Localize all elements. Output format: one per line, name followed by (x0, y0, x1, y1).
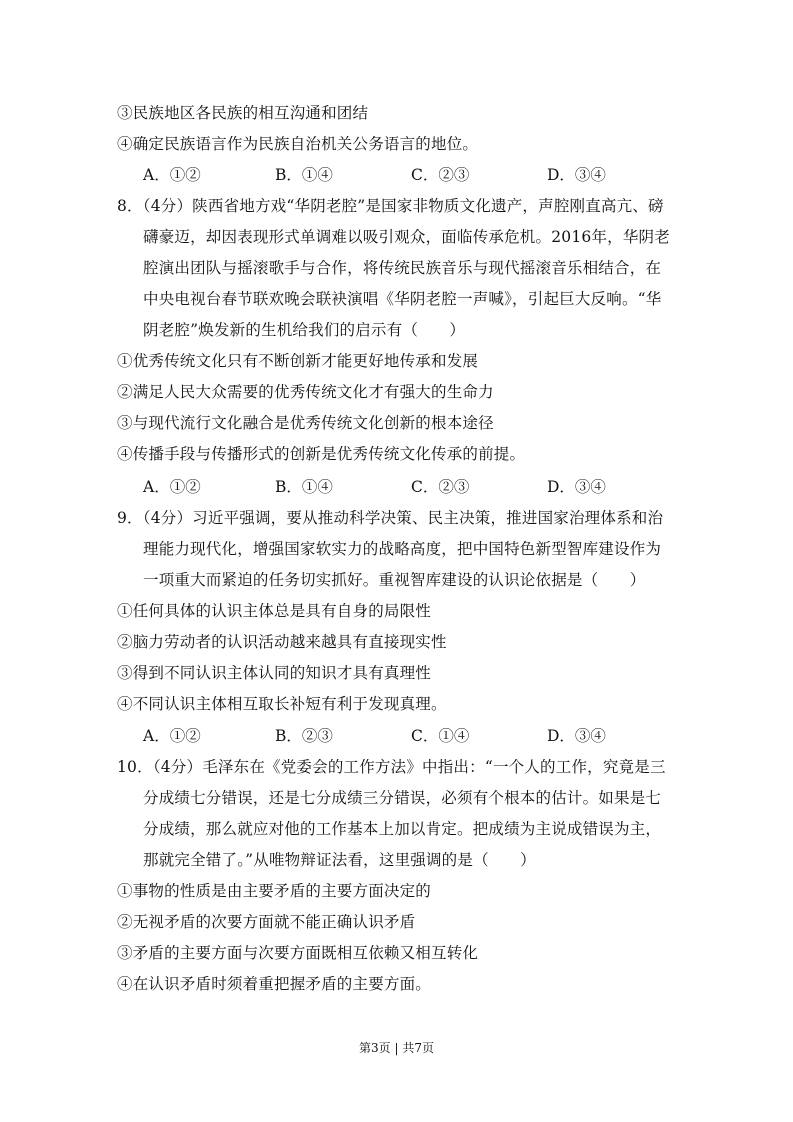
option-a[interactable]: A．①② (143, 166, 201, 184)
option-b[interactable]: B．①④ (275, 166, 333, 184)
statement-3: ③民族地区各民族的相互沟通和团结 (117, 104, 369, 122)
question-10-statement-2: ②无视矛盾的次要方面就不能正确认识矛盾 (117, 913, 416, 931)
option-c[interactable]: C．②③ (411, 166, 470, 184)
question-9-statement-1: ①任何具体的认识主体总是具有自身的局限性 (117, 602, 432, 620)
question-10-stem-line-4: 那就完全错了。”从唯物辩证法看，这里强调的是（ ） (143, 851, 536, 869)
question-9-stem-line-3: 一项重大而紧迫的任务切实抓好。重视智库建设的认识论依据是（ ） (143, 571, 646, 589)
question-8-stem-line-5: 阴老腔”焕发新的生机给我们的启示有（ ） (143, 321, 466, 339)
question-10-statement-4: ④在认识矛盾时须着重把握矛盾的主要方面。 (117, 975, 432, 993)
option-a[interactable]: A．①② (143, 727, 201, 745)
question-8-statement-4: ④传播手段与传播形式的创新是优秀传统文化传承的前提。 (117, 445, 526, 463)
question-8-statement-2: ②满足人民大众需要的优秀传统文化才有强大的生命力 (117, 383, 494, 401)
question-8-statement-3: ③与现代流行文化融合是优秀传统文化创新的根本途径 (117, 414, 494, 432)
question-8-stem-line-3: 腔演出团队与摇滚歌手与合作，将传统民族音乐与现代摇滚音乐相结合，在 (143, 259, 662, 277)
option-b[interactable]: B．①④ (275, 478, 333, 496)
question-10-stem-line-1: 10．（4分）毛泽东在《党委会的工作方法》中指出：“一个人的工作，究竟是三 (117, 758, 666, 776)
question-10-statement-3: ③矛盾的主要方面与次要方面既相互依赖又相互转化 (117, 944, 479, 962)
question-9-statement-4: ④不同认识主体相互取长补短有利于发现真理。 (117, 695, 447, 713)
question-8-stem-line-1: 8．（4分）陕西省地方戏“华阴老腔”是国家非物质文化遗产，声腔刚直高亢、磅 (117, 197, 664, 215)
question-8-stem-line-2: 礴豪迈，却因表现形式单调难以吸引观众，面临传承危机。2016年，华阴老 (143, 228, 670, 246)
option-b[interactable]: B．②③ (275, 727, 333, 745)
question-10-stem-line-2: 分成绩七分错误，还是七分成绩三分错误，必须有个根本的估计。如果是七 (143, 789, 662, 807)
option-a[interactable]: A．①② (143, 478, 201, 496)
question-8-statement-1: ①优秀传统文化只有不断创新才能更好地传承和发展 (117, 352, 479, 370)
option-c[interactable]: C．①④ (411, 727, 470, 745)
question-10-stem-line-3: 分成绩，那么就应对他的工作基本上加以肯定。把成绩为主说成错误为主， (143, 820, 662, 838)
question-9-stem-line-1: 9．（4分）习近平强调，要从推动科学决策、民主决策，推进国家治理体系和治 (117, 509, 664, 527)
option-d[interactable]: D．③④ (547, 478, 606, 496)
option-c[interactable]: C．②③ (411, 478, 470, 496)
question-9-statement-3: ③得到不同认识主体认同的知识才具有真理性 (117, 664, 432, 682)
page-footer: 第3页 | 共7页 (359, 1041, 434, 1055)
question-8-stem-line-4: 中央电视台春节联欢晚会联袂演唱《华阴老腔一声喊》，引起巨大反响。“华 (143, 290, 662, 308)
statement-4: ④确定民族语言作为民族自治机关公务语言的地位。 (117, 135, 479, 153)
option-d[interactable]: D．③④ (547, 727, 606, 745)
option-d[interactable]: D．③④ (547, 166, 606, 184)
question-10-statement-1: ①事物的性质是由主要矛盾的主要方面决定的 (117, 882, 432, 900)
question-9-stem-line-2: 理能力现代化，增强国家软实力的战略高度，把中国特色新型智库建设作为 (143, 540, 662, 558)
question-9-statement-2: ②脑力劳动者的认识活动越来越具有直接现实性 (117, 633, 447, 651)
